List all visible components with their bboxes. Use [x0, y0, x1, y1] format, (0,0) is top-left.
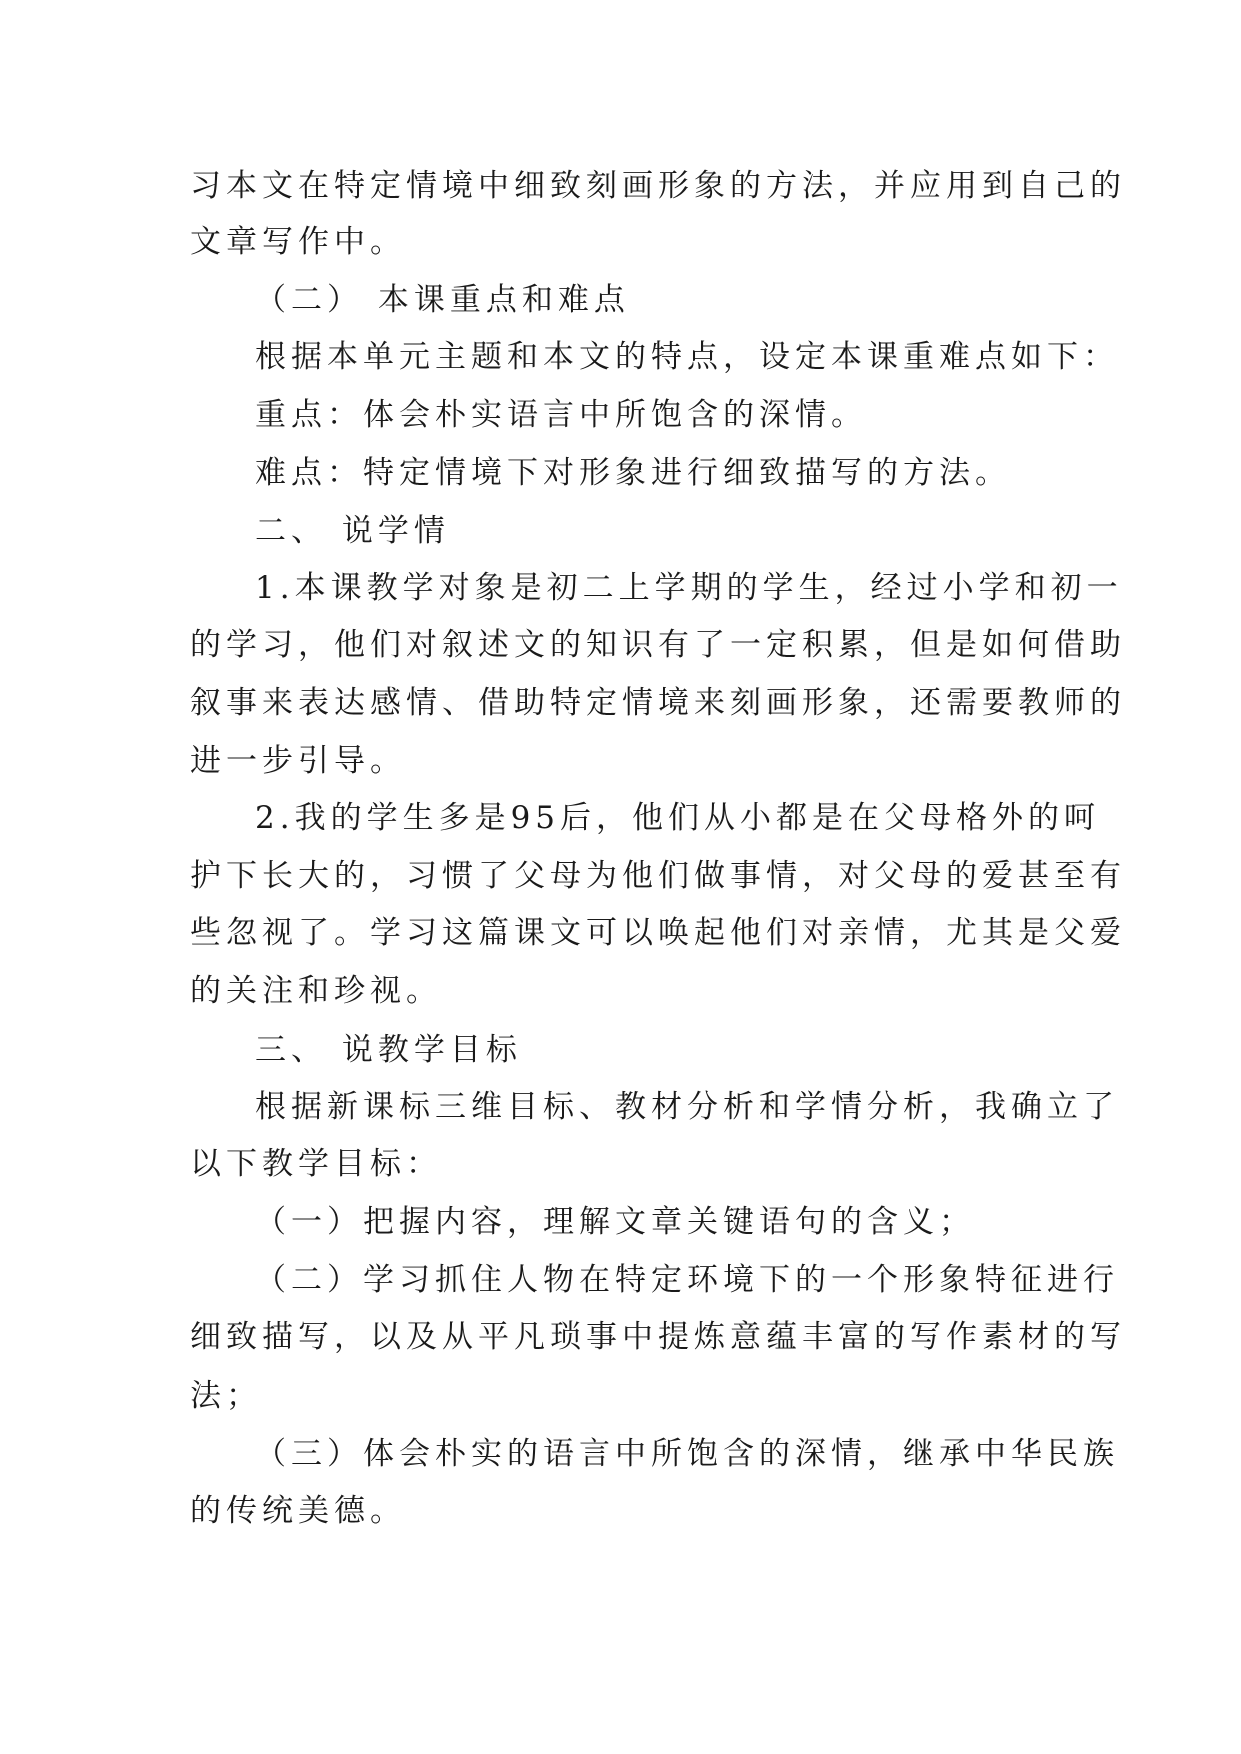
text-line: 重点：体会朴实语言中所饱含的深情。	[255, 397, 867, 433]
text-line: 的传统美德。	[190, 1493, 406, 1529]
text-line: 根据新课标三维目标、教材分析和学情分析，我确立了	[255, 1089, 1119, 1125]
text-line: 的学习，他们对叙述文的知识有了一定积累，但是如何借助	[190, 627, 1126, 663]
section-heading: （二） 本课重点和难点	[255, 282, 630, 318]
text-line: （二）学习抓住人物在特定环境下的一个形象特征进行	[255, 1262, 1119, 1298]
text-line: 叙事来表达感情、借助特定情境来刻画形象，还需要教师的	[190, 685, 1126, 721]
text-line: 些忽视了。学习这篇课文可以唤起他们对亲情，尤其是父爱	[190, 915, 1126, 951]
text-line: 习本文在特定情境中细致刻画形象的方法，并应用到自己的	[190, 168, 1126, 204]
text-line: 2.我的学生多是95后，他们从小都是在父母格外的呵	[255, 800, 1101, 836]
text-line: 细致描写，以及从平凡琐事中提炼意蕴丰富的写作素材的写	[190, 1319, 1126, 1355]
text-line: 文章写作中。	[190, 224, 406, 260]
text-line: 难点：特定情境下对形象进行细致描写的方法。	[255, 455, 1011, 491]
text-line: 护下长大的，习惯了父母为他们做事情，对父母的爱甚至有	[190, 858, 1126, 894]
text-line: 根据本单元主题和本文的特点，设定本课重难点如下：	[255, 339, 1119, 375]
text-line: 以下教学目标：	[190, 1146, 442, 1182]
text-line: （一）把握内容，理解文章关键语句的含义；	[255, 1204, 975, 1240]
text-line: 1.本课教学对象是初二上学期的学生，经过小学和初一	[255, 570, 1123, 606]
text-line: 进一步引导。	[190, 743, 406, 779]
section-heading: 三、 说教学目标	[255, 1032, 522, 1068]
text-line: （三）体会朴实的语言中所饱含的深情，继承中华民族	[255, 1436, 1119, 1472]
text-line: 的关注和珍视。	[190, 973, 442, 1009]
text-line: 法；	[190, 1378, 262, 1414]
section-heading: 二、 说学情	[255, 513, 450, 549]
